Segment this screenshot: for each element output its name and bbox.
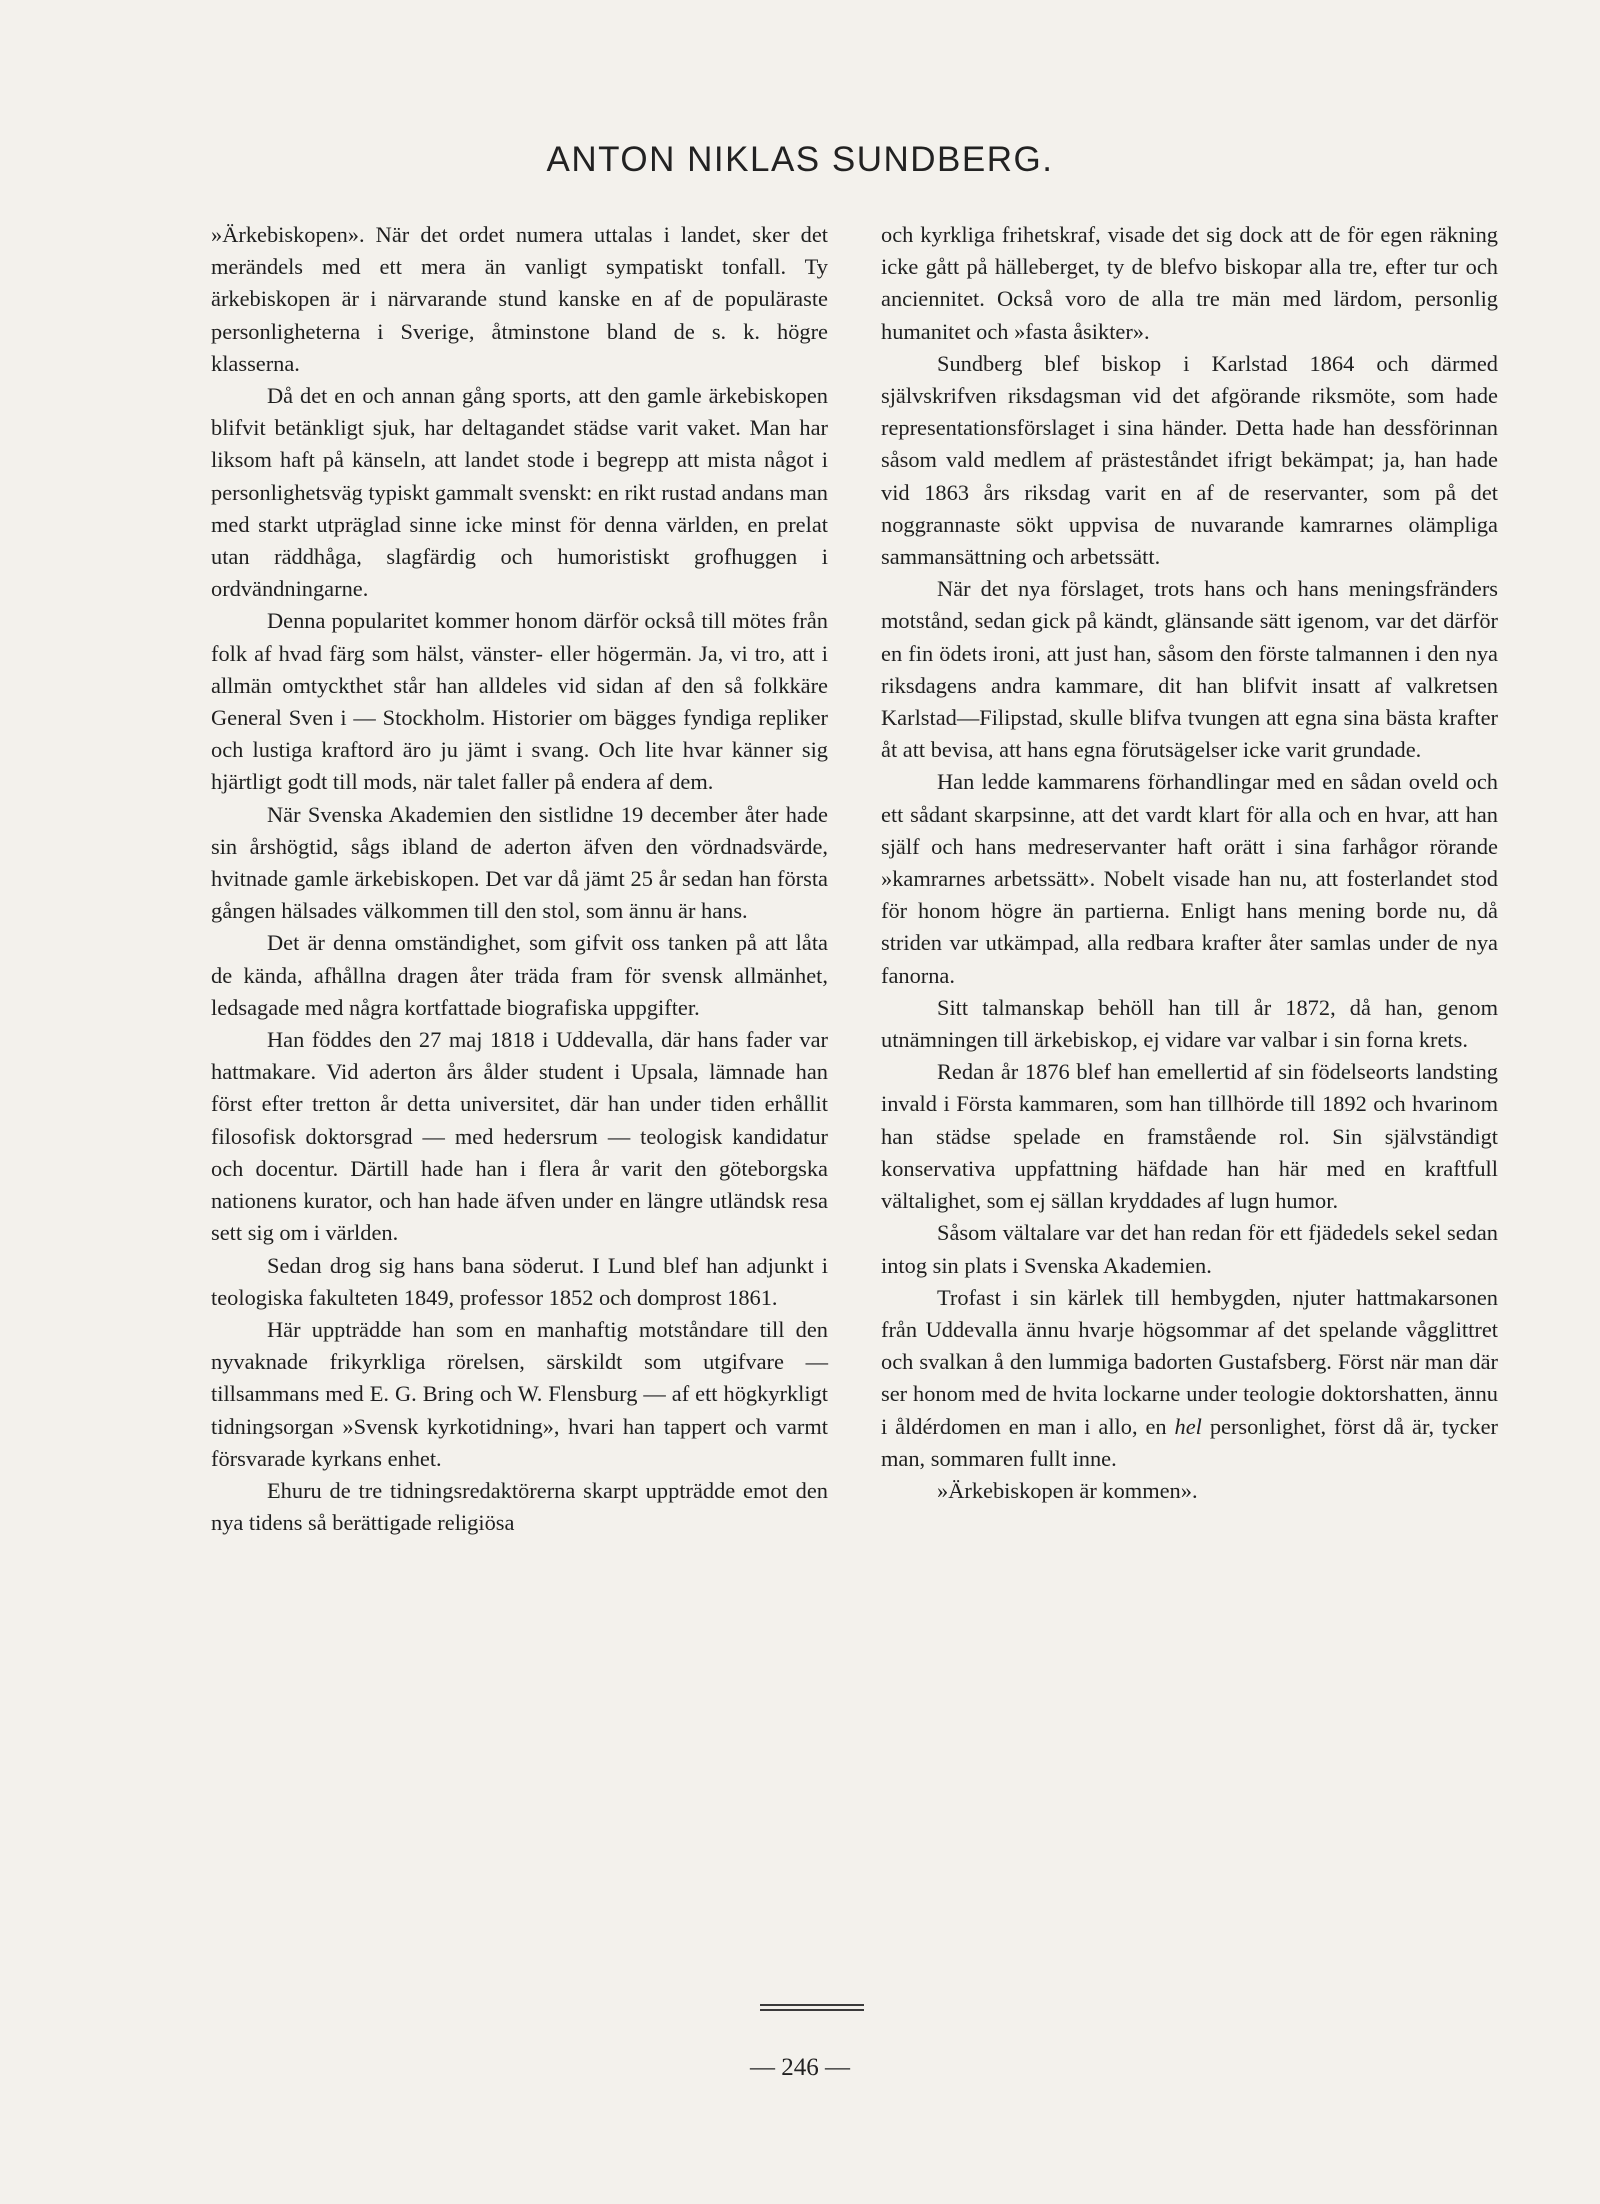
paragraph: Det är denna omständighet, som gifvit oss tanken på att låta de kända, afhållna dragen åter träda fram för svensk allmänhet, ledsagade med några kortfattade biografiska uppgifter. (211, 930, 828, 1020)
paragraph: Här uppträdde han som en manhaftig motståndare till den nyvaknade frikyrkliga rörelsen, särskildt som utgifvare — tillsammans med E. G. Bring och W. Flensburg — af ett högkyrkligt tidningsorgan »Svensk kyrkotidning», hvari han tappert och varmt försvarade kyrkans enhet. (211, 1316, 828, 1471)
divider-rule (760, 2009, 864, 2011)
paragraph: Redan år 1876 blef han emellertid af sin födelseorts landsting invald i Första kammaren, som han tillhörde till 1892 och hvarinom han städse spelade en framstående rol. Sin självständigt konservativa uppfattning häfdade han här med en kraftfull vältalighet, som ej sällan kryddades af lugn humor. (881, 1059, 1498, 1214)
paragraph: Sedan drog sig hans bana söderut. I Lund blef han adjunkt i teologiska fakulteten 1849, professor 1852 och domprost 1861. (211, 1252, 828, 1310)
page-number: — 246 — (750, 2054, 850, 2081)
page-title: ANTON NIKLAS SUNDBERG. (546, 140, 1054, 179)
left-column (211, 219, 828, 1539)
paragraph: »Ärkebiskopen». När det ordet numera uttalas i landet, sker det merändels med ett mera än vanligt sympatiskt tonfall. Ty ärkebiskopen är i närvarande stund kanske en af de populäraste personligheterna i Sverige, åtminstone bland de s. k. högre klasserna. (211, 222, 828, 376)
paragraph: Sundberg blef biskop i Karlstad 1864 och därmed självskrifven riksdagsman vid det afgörande riksmöte, som hade representationsförslaget i sina händer. Detta hade han dessförinnan såsom vald medlem af prästeståndet ifrigt bekämpat; ja, han hade vid 1863 års riksdag varit en af de reservanter, som på det noggrannaste sökt uppvisa de nuvarande kamrarnes olämpliga sammansättning och arbetssätt. (881, 350, 1498, 570)
paragraph: Han föddes den 27 maj 1818 i Uddevalla, där hans fader var hattmakare. Vid aderton års ålder student i Upsala, lämnade han först efter tretton år detta universitet, där han under tiden erhållit filosofisk doktorsgrad — med hedersrum — teologisk kandidatur och docentur. Därtill hade han i flera år varit den göteborgska nationens kurator, och han hade äfven under en längre utländsk resa sett sig om i världen. (211, 1027, 828, 1246)
paragraph: »Ärkebiskopen är kommen». (937, 1477, 1198, 1503)
paragraph: Såsom vältalare var det han redan för ett fjädedels sekel sedan intog sin plats i Svenska Akademien. (881, 1220, 1498, 1278)
paragraph: Han ledde kammarens förhandlingar med en sådan oveld och ett sådant skarpsinne, att det vardt klart för alla och en hvar, att han själf och hans medreservanter haft orätt i sina farhågor rörande »kamrarnes arbetssätt». Nobelt visade han nu, att fosterlandet stod för honom högre än partierna. Enligt hans mening borde nu, då striden var utkämpad, alla redbara krafter åter samlas under de nya fanorna. (881, 769, 1498, 988)
paragraph: Då det en och annan gång sports, att den gamle ärkebiskopen blifvit betänkligt sjuk, har deltagandet städse varit vaket. Man har liksom haft på känseln, att landet stode i begrepp att mista något i personlighetsväg typiskt gammalt svenskt: en rikt rustad andans man med starkt utpräglad sinne icke minst för denna världen, en prelat utan räddhåga, slagfärdig och humoristiskt grofhuggen i ordvändningarne. (211, 383, 828, 602)
paragraph: Denna popularitet kommer honom därför också till mötes från folk af hvad färg som hälst, vänster- eller högermän. Ja, vi tro, att i allmän omtyckthet står han alldeles vid sidan af den så folkkäre General Sven i — Stockholm. Historier om bägges fyndiga repliker och lustiga kraftord äro ju jämt i svang. Och lite hvar känner sig hjärtligt godt till mods, när talet faller på endera af dem. (211, 608, 828, 795)
paragraph-text: Trofast i sin kärlek till hembygden, njuter hattmakarsonen från Uddevalla ännu hvarje högsommar af det spelande vågglittret och svalkan å den lummiga badorten Gustafsberg. Först när man där ser honom med de hvita lockarne under teologie doktorshatten, ännu i åldérdomen en man i allo, en (881, 1284, 1498, 1439)
paragraph: När Svenska Akademien den sistlidne 19 december åter hade sin årshögtid, sågs ibland de aderton äfven den vördnadsvärde, hvitnade gamle ärkebiskopen. Det var då jämt 25 år sedan han första gången hälsades välkommen till den stol, som ännu är hans. (211, 801, 828, 924)
paragraph-text-continued: personlighet, först då är, tycker man, sommaren fullt inne. (881, 1413, 1498, 1471)
paragraph: Ehuru de tre tidningsredaktörerna skarpt uppträdde emot den nya tidens så berättigade religiösa (211, 1477, 828, 1536)
divider-rule (760, 2004, 864, 2006)
italic-word: hel (1174, 1413, 1202, 1439)
paragraph: Sitt talmanskap behöll han till år 1872, då han, genom utnämningen till ärkebiskop, ej vidare var valbar i sin forna krets. (881, 994, 1498, 1053)
right-column (881, 219, 1498, 1507)
paragraph (881, 1282, 1498, 1475)
paragraph: och kyrkliga frihetskraf, visade det sig dock att de för egen räkning icke gått på hälleberget, ty de blefvo biskopar alla tre, efter tur och anciennitet. Också voro de alla tre män med lärdom, personlig humanitet och »fasta åsikter». (881, 222, 1498, 344)
paragraph: När det nya förslaget, trots hans och hans meningsfränders motstånd, sedan gick på kändt, glänsande sätt igenom, var det därför en fin ödets ironi, att just han, såsom den förste talmannen i den nya riksdagens andra kammare, dit han blifvit insatt af valkretsen Karlstad—Filipstad, skulle blifva tvungen att egna sina bästa krafter åt att bevisa, att hans egna förutsägelser icke varit grundade. (881, 576, 1498, 763)
